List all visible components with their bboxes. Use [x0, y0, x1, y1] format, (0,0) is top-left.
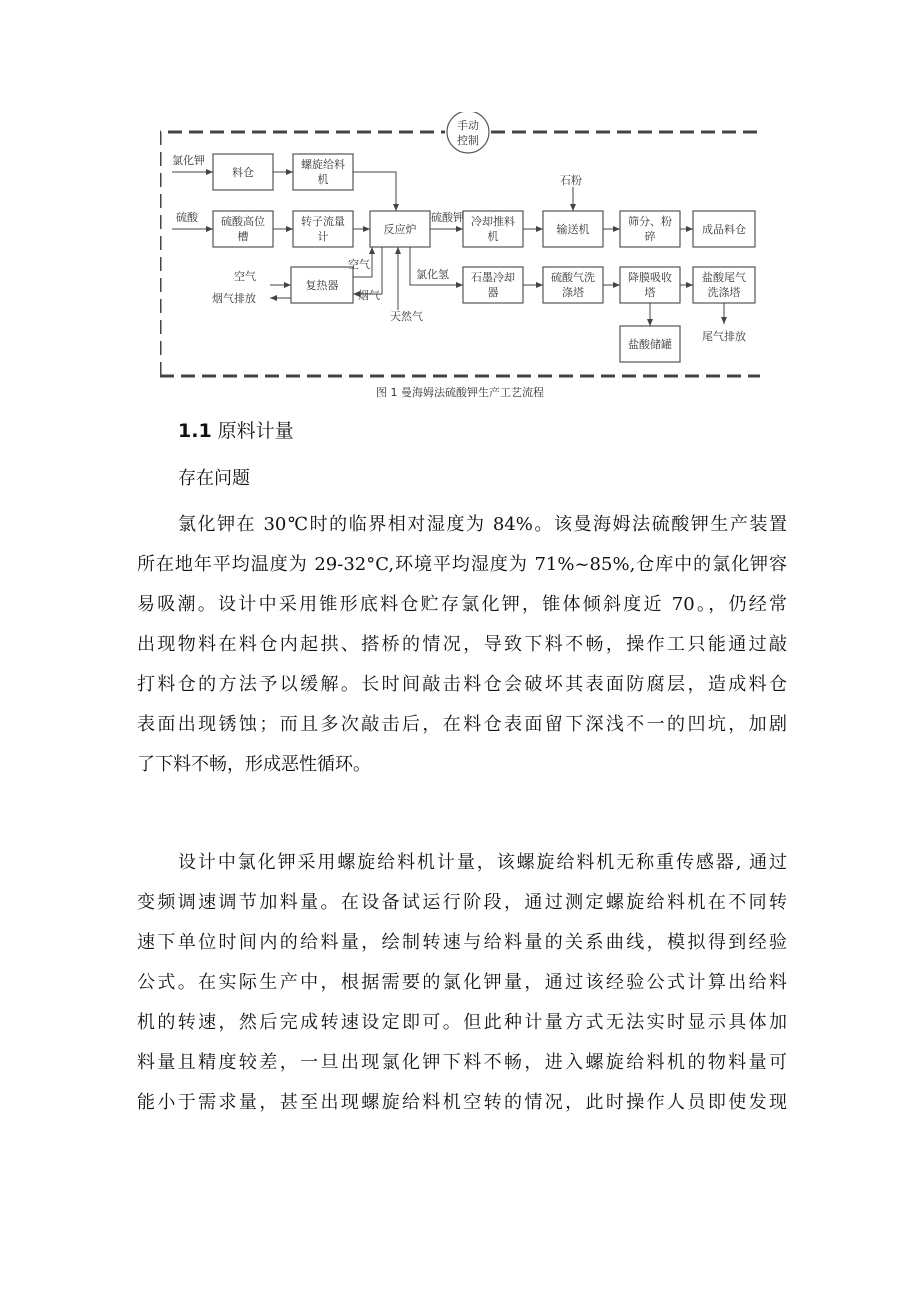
- box-acid-scrubber: [543, 267, 603, 303]
- svg-text:盐酸尾气: 盐酸尾气: [702, 271, 746, 284]
- svg-text:复热器: 复热器: [305, 279, 339, 292]
- box-screw-feeder: [293, 154, 353, 190]
- svg-text:尾气排放: 尾气排放: [702, 330, 746, 343]
- svg-text:计: 计: [317, 230, 329, 243]
- svg-text:螺旋给料: 螺旋给料: [301, 158, 345, 171]
- text-line: 氯化钾在 30℃时的临界相对湿度为 84%。该曼海姆法硫酸钾生产装置: [178, 514, 787, 535]
- svg-text:控制: 控制: [457, 134, 479, 147]
- box-rotameter: [293, 211, 353, 247]
- box-cooler: [463, 211, 523, 247]
- text-line: 打料仓的方法予以缓解。长时间敲击料仓会破坏其表面防腐层，造成料仓: [137, 674, 787, 695]
- text-line: 速下单位时间内的给料量，绘制转速与给料量的关系曲线，模拟得到经验: [137, 932, 787, 953]
- box-silo: [213, 154, 273, 190]
- svg-text:冷却推料: 冷却推料: [471, 215, 515, 228]
- svg-text:盐酸储罐: 盐酸储罐: [628, 338, 672, 351]
- svg-text:烟气排放: 烟气排放: [212, 292, 256, 305]
- process-flow-diagram: [160, 112, 760, 384]
- text-line: 表面出现锈蚀；而且多次敲击后，在料仓表面留下深浅不一的凹坑，加剧: [137, 714, 787, 735]
- svg-text:筛分、粉: 筛分、粉: [628, 215, 672, 228]
- box-graphite-cooler: [463, 267, 523, 303]
- section-title: 原料计量: [217, 420, 294, 442]
- svg-text:手动: 手动: [457, 119, 479, 132]
- box-reactor: [370, 211, 430, 247]
- svg-text:输送机: 输送机: [556, 223, 590, 236]
- svg-text:硫酸钾: 硫酸钾: [431, 211, 464, 224]
- section-heading: [178, 416, 294, 443]
- svg-text:机: 机: [317, 173, 329, 186]
- svg-text:槽: 槽: [237, 230, 249, 243]
- svg-text:反应炉: 反应炉: [383, 223, 417, 236]
- box-acid-tank: [213, 211, 273, 247]
- figure-caption: 图 1 曼海姆法硫酸钾生产工艺流程: [376, 386, 544, 399]
- text-line: 易吸潮。设计中采用锥形底料仓贮存氯化钾，锥体倾斜度近 70。，仍经常: [137, 594, 787, 615]
- text-line: 出现物料在料仓内起拱、搭桥的情况，导致下料不畅，操作工只能通过敲: [137, 634, 787, 655]
- section-number: 1.1: [178, 420, 212, 442]
- svg-text:烟气: 烟气: [358, 289, 380, 302]
- svg-text:塔: 塔: [644, 286, 656, 299]
- box-film-absorber: [620, 267, 680, 303]
- text-line: 料量且精度较差，一旦出现氯化钾下料不畅，进入螺旋给料机的物料量可: [137, 1052, 787, 1073]
- text-line: 机的转速，然后完成转速设定即可。但此种计量方式无法实时显示具体加: [137, 1012, 787, 1033]
- svg-text:降膜吸收: 降膜吸收: [628, 271, 672, 284]
- svg-text:硫酸高位: 硫酸高位: [221, 215, 265, 228]
- text-line: 公式。在实际生产中，根据需要的氯化钾量，通过该经验公式计算出给料: [137, 972, 787, 993]
- svg-text:器: 器: [487, 286, 499, 299]
- svg-text:天然气: 天然气: [390, 310, 423, 323]
- svg-text:料仓: 料仓: [232, 166, 254, 179]
- box-hcl-tail-scrubber: [693, 267, 755, 303]
- text-line: 变频调速调节加料量。在设备试运行阶段，通过测定螺旋给料机在不同转: [137, 892, 787, 913]
- box-conveyor: [543, 211, 603, 247]
- paragraph-1: [137, 505, 787, 785]
- manual-control-node: [447, 112, 489, 153]
- box-screen: [620, 211, 680, 247]
- svg-text:空气: 空气: [348, 258, 370, 271]
- svg-text:成品料仓: 成品料仓: [702, 223, 746, 236]
- svg-text:碎: 碎: [644, 230, 656, 243]
- svg-text:转子流量: 转子流量: [301, 215, 345, 228]
- text-line: 所在地年平均温度为 29-32°C,环境平均湿度为 71%~85%,仓库中的氯化钾容: [137, 554, 787, 575]
- box-hcl-tank: [620, 326, 680, 362]
- svg-text:涤塔: 涤塔: [562, 286, 584, 299]
- text-line: 能小于需求量，甚至出现螺旋给料机空转的情况，此时操作人员即使发现: [137, 1092, 787, 1113]
- svg-text:机: 机: [487, 230, 499, 243]
- text-line: 设计中氯化钾采用螺旋给料机计量，该螺旋给料机无称重传感器, 通过: [178, 852, 787, 873]
- box-product-silo: [693, 211, 755, 247]
- svg-text:硫酸: 硫酸: [176, 211, 198, 224]
- svg-text:氯化钾: 氯化钾: [172, 154, 205, 167]
- svg-text:石粉: 石粉: [560, 174, 582, 187]
- text-line: 了下料不畅，形成恶性循环。: [137, 754, 371, 775]
- svg-text:石墨冷却: 石墨冷却: [471, 271, 515, 284]
- svg-text:硫酸气洗: 硫酸气洗: [551, 271, 595, 284]
- svg-text:空气: 空气: [234, 270, 256, 283]
- svg-text:洗涤塔: 洗涤塔: [707, 286, 741, 299]
- box-reheater: [291, 267, 353, 303]
- svg-text:氯化氢: 氯化氢: [416, 268, 449, 281]
- subheading: 存在问题: [178, 468, 250, 489]
- paragraph-2: [137, 843, 787, 1123]
